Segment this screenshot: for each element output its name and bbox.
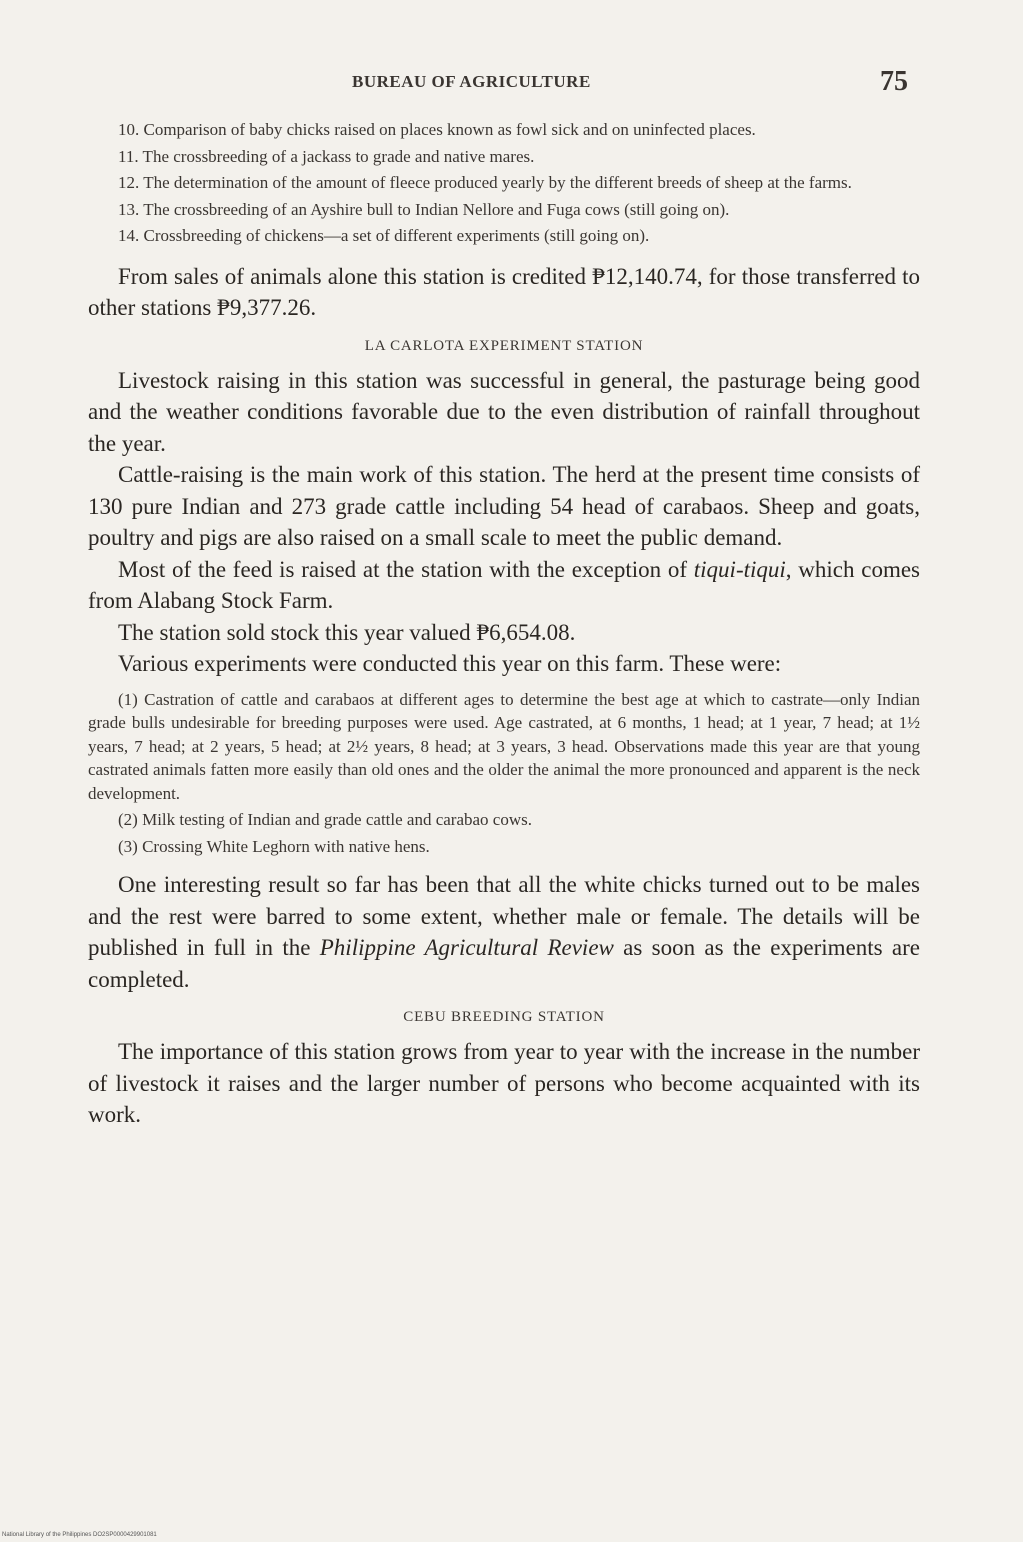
experiment-item: (2) Milk testing of Indian and grade cattle and carabao cows. [118,810,532,829]
experiment-item: (1) Castration of cattle and carabaos at different ages to determine the best age at which to castrate—only Indian grade bulls undesirable for breeding purposes were used. Age castrated, at 6 months, 1 head; at 1 year, 7 head; at 1½ years, 7 head; at 2 years, 5 head; at 2½ years, 8 head; at 3 years, 3 head. Observations made this year are that young castrated animals fatten more easily than old ones and the older the animal the more pronounced and apparent is the neck development. [88,689,920,803]
experiment-item: 13. The crossbreeding of an Ayshire bull to Indian Nellore and Fuga cows (still going on). [118,199,730,219]
paragraph: Livestock raising in this station was successful in general, the pasturage being good and the weather conditions favorable due to the even distribution of rainfall throughout the year. [88,367,920,456]
page-header [0,66,1023,106]
paragraph: The importance of this station grows from year to year with the increase in the number of livestock it raises and the larger number of persons who become acquainted with its work. [88,1039,920,1127]
running-head: BUREAU OF AGRICULTURE [352,72,591,91]
paragraph: Cattle-raising is the main work of this station. The herd at the present time consists of 130 pure Indian and 273 grade cattle including 54 head of carabaos. Sheep and goats, poultry and pigs are also raised on a small scale to meet the public demand. [88,462,920,550]
footer-credit: National Library of the Philippines DO2SP0000429901081 [2,1532,157,1538]
page-number: 75 [880,66,908,97]
various-paragraph: Various experiments were conducted this year on this farm. These were: [118,651,782,676]
text-span: , which comes from Alabang Stock Farm. [88,556,921,613]
sales-paragraph: From sales of animals alone this station is credited ₱12,140.74, for those transferred to other stations ₱9,377.26. [88,263,920,320]
body-text [88,118,920,1131]
experiment-item: 12. The determination of the amount of fleece produced yearly by the different breeds of sheep at the farms. [118,173,852,192]
experiment-item: 10. Comparison of baby chicks raised on places known as fowl sick and on uninfected places. [118,120,756,139]
italic-term: tiqui-tiqui [693,556,786,582]
text-span: as soon as the experiments are completed. [88,935,920,992]
experiment-item: 11. The crossbreeding of a jackass to grade and native mares. [118,146,535,166]
experiment-item: 14. Crossbreeding of chickens—a set of different experiments (still going on). [118,226,650,245]
text-span: One interesting result so far has been that all the white chicks turned out to be males and the rest were barred to some extent, whether male or female. The details will be published in full in the [88,872,920,960]
feed-paragraph [88,554,920,617]
result-paragraph [88,869,920,995]
section-heading-cebu: CEBU BREEDING STATION [403,1009,605,1025]
section-heading-la-carlota: LA CARLOTA EXPERIMENT STATION [364,337,644,354]
italic-title: Philippine Agricultural Review [319,935,614,960]
sold-paragraph: The station sold stock this year valued ₱6,654.08. [118,619,576,645]
experiment-item: (3) Crossing White Leghorn with native hens. [118,836,430,856]
text-span: Most of the feed is raised at the station with the exception of [118,556,694,582]
